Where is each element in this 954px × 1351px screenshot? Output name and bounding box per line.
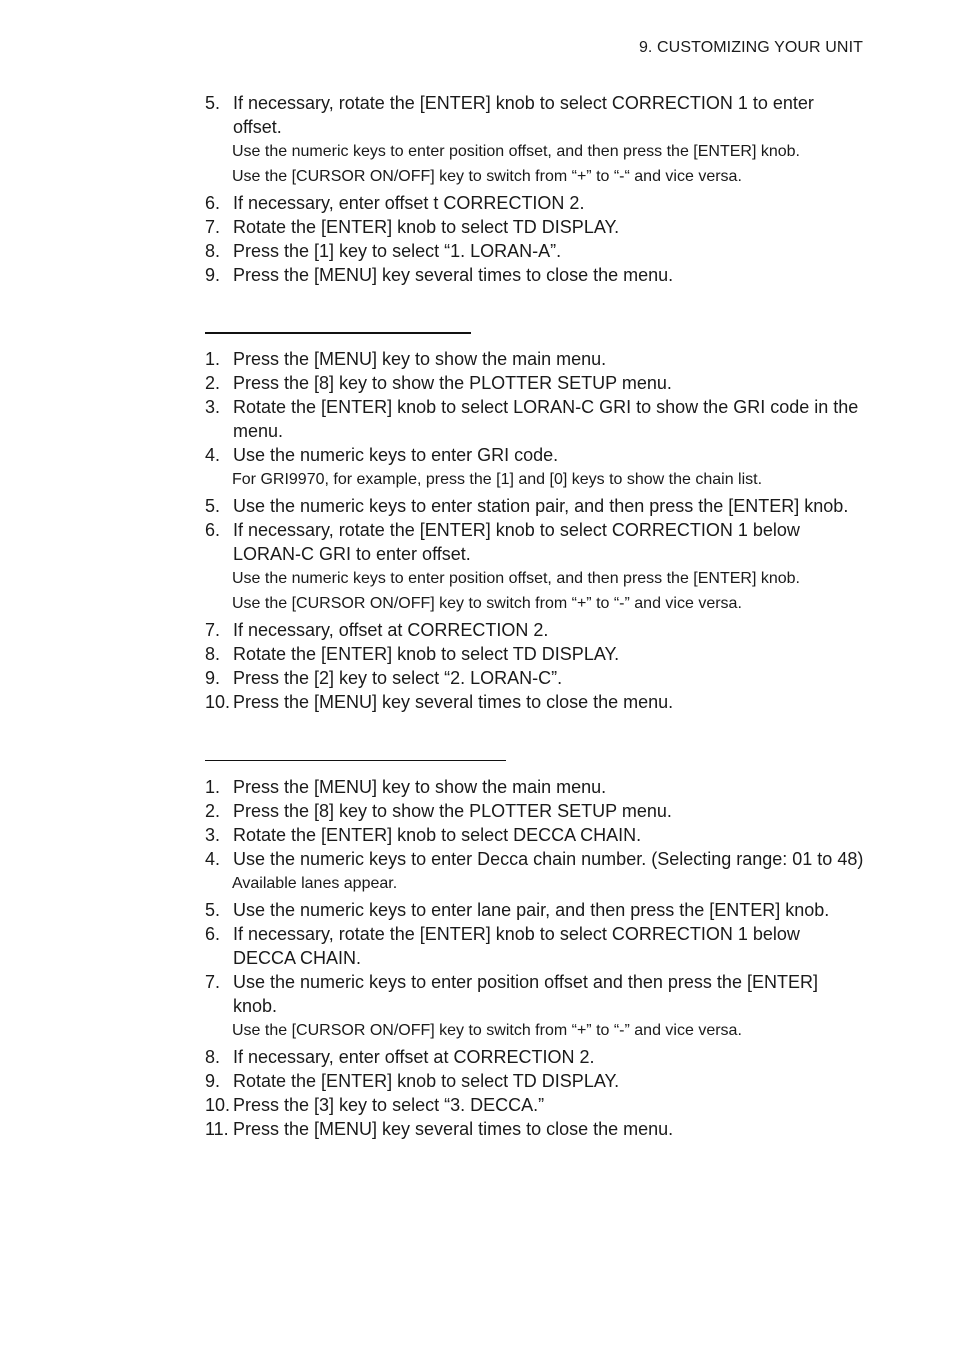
step-item xyxy=(205,970,865,1018)
step-text: Rotate the [ENTER] knob to select LORAN-C GRI to show the GRI code in the menu. xyxy=(233,397,859,441)
step-number: 3. xyxy=(205,397,221,417)
section-divider-decca xyxy=(205,760,506,761)
section-decca-steps xyxy=(205,775,865,1141)
step-item xyxy=(205,690,865,714)
step-number: 8. xyxy=(205,1047,221,1067)
step-number: 5. xyxy=(205,900,221,920)
section-loran-c-steps xyxy=(205,347,865,714)
step-item xyxy=(205,618,865,642)
step-text: If necessary, rotate the [ENTER] knob to select CORRECTION 1 to enter offset. xyxy=(233,93,814,137)
step-item xyxy=(205,1045,865,1069)
step-number: 6. xyxy=(205,924,221,944)
step-item xyxy=(205,922,865,970)
step-number: 1. xyxy=(205,777,221,797)
step-number: 9. xyxy=(205,1071,221,1091)
step-text: Rotate the [ENTER] knob to select TD DISPLAY. xyxy=(233,217,620,237)
step-item xyxy=(205,1093,865,1117)
step-number: 5. xyxy=(205,93,221,113)
step-number: 7. xyxy=(205,217,221,237)
step-text: Rotate the [ENTER] knob to select TD DISPLAY. xyxy=(233,644,620,664)
step-number: 9. xyxy=(205,668,221,688)
section-divider-loran-c xyxy=(205,332,471,334)
step-number: 10. xyxy=(205,1095,231,1115)
step-number: 3. xyxy=(205,825,221,845)
step-text: Press the [8] key to show the PLOTTER SETUP menu. xyxy=(233,801,672,821)
step-text: Rotate the [ENTER] knob to select TD DISPLAY. xyxy=(233,1071,620,1091)
step-text: Use the numeric keys to enter GRI code. xyxy=(233,445,559,465)
step-text: If necessary, offset at CORRECTION 2. xyxy=(233,620,549,640)
step-number: 6. xyxy=(205,193,221,213)
step-text: Rotate the [ENTER] knob to select DECCA CHAIN. xyxy=(233,825,642,845)
step-note: Use the [CURSOR ON/OFF] key to switch from “+” to “-” and vice versa. xyxy=(232,1022,742,1039)
step-number: 10. xyxy=(205,692,231,712)
step-note: Use the numeric keys to enter position offset, and then press the [ENTER] knob. xyxy=(232,143,800,160)
step-item xyxy=(205,799,865,823)
step-item xyxy=(205,239,865,263)
step-number: 7. xyxy=(205,620,221,640)
page-header: 9. CUSTOMIZING YOUR UNIT xyxy=(638,39,863,56)
step-text: If necessary, enter offset at CORRECTION 2. xyxy=(233,1047,595,1067)
step-text: Press the [8] key to show the PLOTTER SETUP menu. xyxy=(233,373,672,393)
step-note: Use the [CURSOR ON/OFF] key to switch from “+” to “-“ and vice versa. xyxy=(232,168,742,185)
step-number: 2. xyxy=(205,373,221,393)
step-item xyxy=(205,347,865,371)
step-text: Press the [MENU] key several times to close the menu. xyxy=(233,265,674,285)
step-item xyxy=(205,1069,865,1093)
step-item xyxy=(205,775,865,799)
step-text: Press the [1] key to select “1. LORAN-A”. xyxy=(233,241,562,261)
step-item xyxy=(205,823,865,847)
step-text: Use the numeric keys to enter Decca chain number. (Selecting range: 01 to 48) xyxy=(233,849,864,869)
step-text: Use the numeric keys to enter position offset and then press the [ENTER] knob. xyxy=(233,972,818,1016)
step-text: Press the [3] key to select “3. DECCA.” xyxy=(233,1095,545,1115)
step-item xyxy=(205,1117,865,1141)
step-text: Use the numeric keys to enter lane pair, and then press the [ENTER] knob. xyxy=(233,900,830,920)
step-number: 4. xyxy=(205,849,221,869)
step-number: 2. xyxy=(205,801,221,821)
step-item xyxy=(205,191,865,215)
step-number: 7. xyxy=(205,972,221,992)
step-item xyxy=(205,215,865,239)
step-item xyxy=(205,395,865,443)
step-number: 11. xyxy=(205,1119,229,1139)
step-item xyxy=(205,666,865,690)
step-text: Press the [MENU] key to show the main menu. xyxy=(233,777,607,797)
step-text: If necessary, enter offset t CORRECTION 2. xyxy=(233,193,585,213)
step-text: Press the [2] key to select “2. LORAN-C”. xyxy=(233,668,563,688)
step-item xyxy=(205,518,865,566)
section-loran-a-steps xyxy=(205,91,865,287)
step-item xyxy=(205,443,865,467)
step-text: Press the [MENU] key several times to close the menu. xyxy=(233,1119,674,1139)
step-number: 9. xyxy=(205,265,221,285)
step-text: Use the numeric keys to enter station pair, and then press the [ENTER] knob. xyxy=(233,496,849,516)
step-text: Press the [MENU] key to show the main menu. xyxy=(233,349,607,369)
step-number: 8. xyxy=(205,241,221,261)
step-number: 5. xyxy=(205,496,221,516)
step-item xyxy=(205,371,865,395)
step-item xyxy=(205,91,865,139)
step-text: If necessary, rotate the [ENTER] knob to select CORRECTION 1 below DECCA CHAIN. xyxy=(233,924,800,968)
step-text: If necessary, rotate the [ENTER] knob to select CORRECTION 1 below LORAN-C GRI to enter offset. xyxy=(233,520,800,564)
step-note: Use the [CURSOR ON/OFF] key to switch from “+” to “-” and vice versa. xyxy=(232,595,742,612)
step-item xyxy=(205,263,865,287)
step-item xyxy=(205,642,865,666)
step-number: 8. xyxy=(205,644,221,664)
step-item xyxy=(205,898,865,922)
step-number: 1. xyxy=(205,349,221,369)
step-note: For GRI9970, for example, press the [1] and [0] keys to show the chain list. xyxy=(232,471,763,488)
step-item xyxy=(205,494,865,518)
step-text: Press the [MENU] key several times to close the menu. xyxy=(233,692,674,712)
step-number: 6. xyxy=(205,520,221,540)
step-item xyxy=(205,847,865,871)
step-note: Use the numeric keys to enter position offset, and then press the [ENTER] knob. xyxy=(232,570,800,587)
step-number: 4. xyxy=(205,445,221,465)
step-note: Available lanes appear. xyxy=(232,875,398,892)
